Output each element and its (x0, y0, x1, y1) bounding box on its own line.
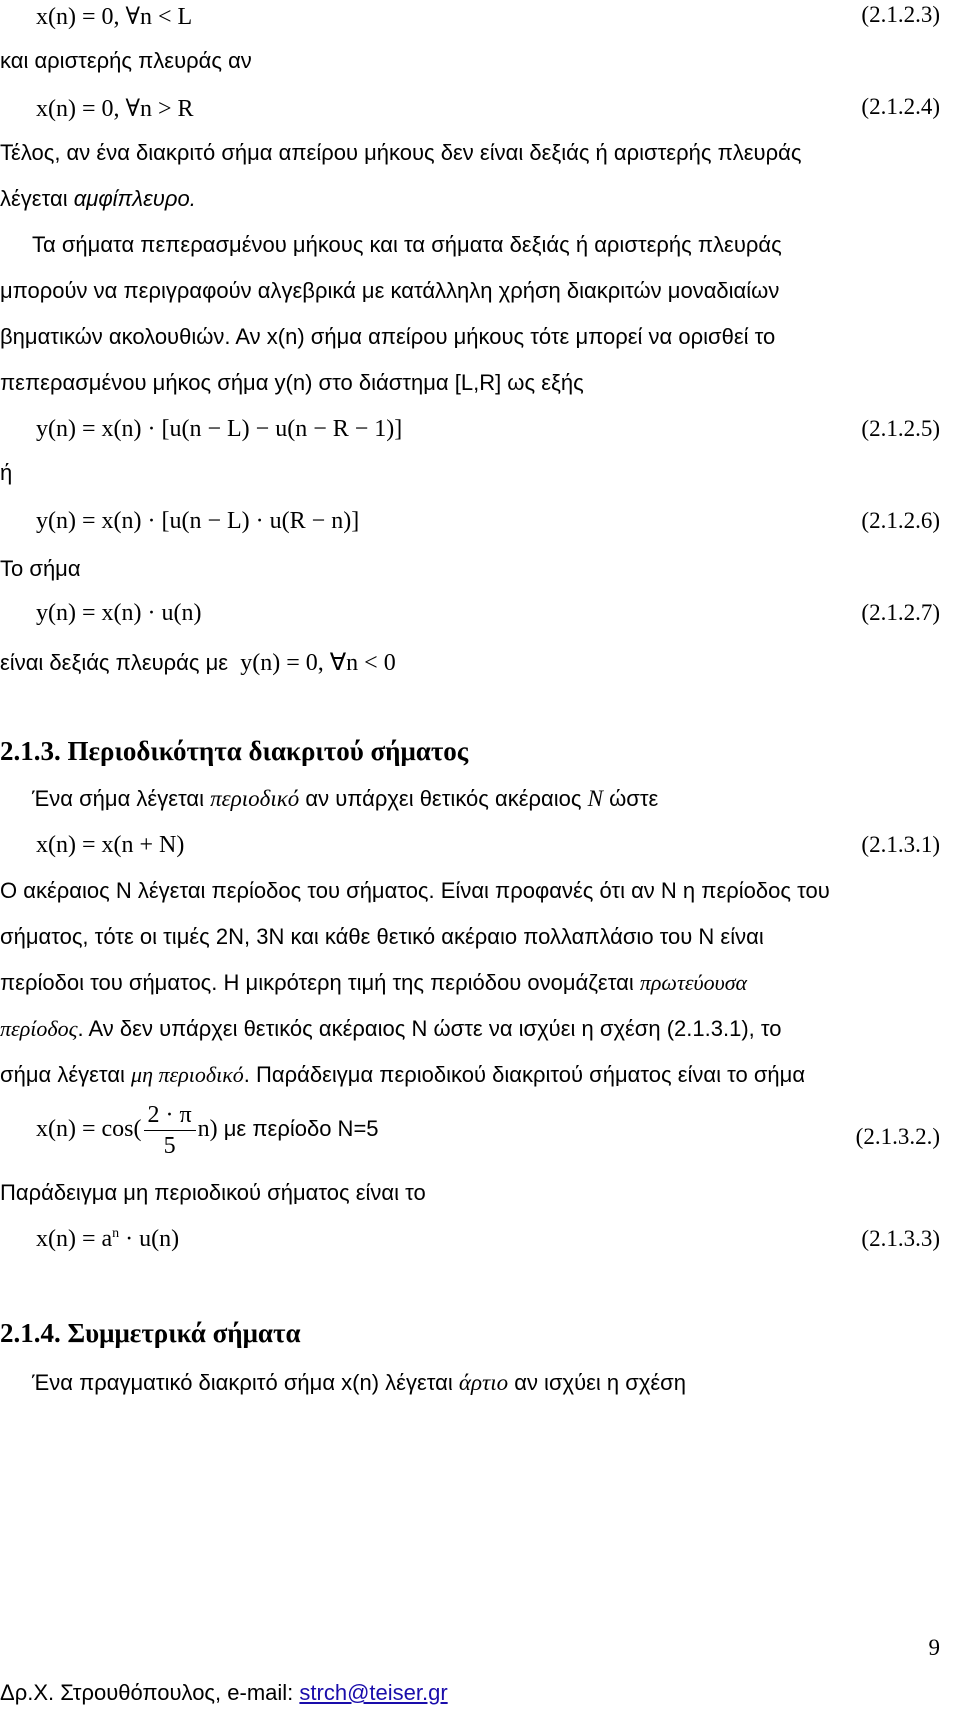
emphasis-term: άρτιο (458, 1370, 509, 1395)
text-line: βηματικών ακολουθιών. Αν x(n) σήμα απείρου μήκους τότε μπορεί να ορισθεί το (0, 324, 776, 349)
equation-2-1-2-6: y(n) = x(n) · [u(n − L) · u(R − n)] (36, 508, 360, 534)
equation-number: (2.1.2.7) (861, 600, 940, 625)
text-line: Ο ακέραιος N λέγεται περίοδος του σήματος. Είναι προφανές ότι αν N η περίοδος του (0, 878, 830, 903)
variable: N (587, 786, 603, 811)
text-run: . Παράδειγμα περιοδικού διακριτού σήματος είναι το σήμα (243, 1062, 806, 1087)
text-run: είναι δεξιάς πλευράς με (0, 650, 229, 675)
equation-number: (2.1.2.3) (861, 2, 940, 27)
emphasis-term: πρωτεύουσα (639, 970, 748, 995)
fraction (144, 1100, 196, 1161)
text-line (32, 1370, 686, 1396)
equation-part: n) (197, 1116, 218, 1143)
text-run: . Αν δεν υπάρχει θετικός ακέραιος N ώστε να ισχύει η σχέση (2.1.3.1), το (77, 1016, 782, 1041)
page-footer (0, 1680, 448, 1706)
equation-2-1-3-3 (36, 1226, 179, 1253)
emphasis-term: αμφίπλευρο. (73, 186, 196, 211)
equation-number: (2.1.2.5) (861, 416, 940, 441)
text-line (0, 970, 747, 996)
emphasis-term: μη περιοδικό (131, 1062, 244, 1087)
text-run: Ένα πραγματικό διακριτό σήμα x(n) λέγεται (32, 1370, 459, 1395)
section-heading: 2.1.4. Συμμετρικά σήματα (0, 1318, 301, 1348)
text-run: αν υπάρχει θετικός ακέραιος (299, 786, 588, 811)
text-line: Παράδειγμα μη περιοδικού σήματος είναι το (0, 1180, 426, 1205)
fraction-denominator: 5 (163, 1133, 176, 1159)
text-line (0, 1062, 805, 1088)
equation-number: (2.1.3.3) (861, 1226, 940, 1251)
text-run: Ένα σήμα λέγεται (32, 786, 211, 811)
emphasis-term: περίοδος (0, 1016, 78, 1041)
equation-text: με περίοδο N=5 (217, 1116, 379, 1142)
section-heading: 2.1.3. Περιοδικότητα διακριτού σήματος (0, 736, 469, 766)
text-line (0, 186, 196, 212)
text-run: λέγεται (0, 186, 74, 211)
equation-2-1-2-7: y(n) = x(n) · u(n) (36, 600, 202, 626)
text-line: Τα σήματα πεπερασμένου μήκους και τα σήματα δεξιάς ή αριστερής πλευράς (32, 232, 782, 257)
equation-2-1-2-3: x(n) = 0, ∀n < L (36, 4, 193, 30)
text-line (0, 648, 396, 677)
text-line (32, 786, 658, 812)
page-number: 9 (928, 1635, 940, 1660)
email-link[interactable]: strch@teiser.gr (299, 1680, 448, 1705)
text-line: πεπερασμένου μήκος σήμα y(n) στο διάστημα [L,R] ως εξής (0, 370, 584, 395)
equation-number: (2.1.3.1) (861, 832, 940, 857)
inline-equation: y(n) = 0, ∀n < 0 (240, 650, 396, 676)
text-run: αν ισχύει η σχέση (508, 1370, 686, 1395)
footer-author: Δρ.Χ. Στρουθόπουλος, e-mail: (0, 1680, 300, 1705)
text-run: ώστε (602, 786, 659, 811)
text-line (0, 1016, 782, 1042)
equation-number: (2.1.2.4) (861, 94, 940, 119)
text-run: περίοδοι του σήματος. Η μικρότερη τιμή της περιόδου ονομάζεται (0, 970, 640, 995)
equation-2-1-2-5: y(n) = x(n) · [u(n − L) − u(n − R − 1)] (36, 416, 403, 442)
superscript: n (112, 1226, 120, 1241)
text-run: σήμα λέγεται (0, 1062, 132, 1087)
equation-part: x(n) = cos( (36, 1116, 142, 1143)
equation-2-1-3-2 (36, 1100, 379, 1161)
emphasis-term: περιοδικό (210, 786, 300, 811)
equation-number: (2.1.2.6) (861, 508, 940, 533)
text-line: Τέλος, αν ένα διακριτό σήμα απείρου μήκους δεν είναι δεξιάς ή αριστερής πλευράς (0, 140, 802, 165)
fraction-numerator: 2 · π (144, 1100, 196, 1131)
text-line: Το σήμα (0, 556, 81, 581)
equation-2-1-3-1: x(n) = x(n + N) (36, 832, 185, 858)
equation-2-1-2-4: x(n) = 0, ∀n > R (36, 96, 194, 122)
text-line: μπορούν να περιγραφούν αλγεβρικά με κατάλληλη χρήση διακριτών μοναδιαίων (0, 278, 780, 303)
text-line: ή (0, 460, 13, 485)
equation-number: (2.1.3.2.) (855, 1124, 940, 1149)
equation-part: · u(n) (119, 1226, 180, 1252)
equation-part: x(n) = a (36, 1226, 113, 1252)
text-line: και αριστερής πλευράς αν (0, 48, 252, 73)
text-line: σήματος, τότε οι τιμές 2N, 3N και κάθε θετικό ακέραιο πολλαπλάσιο του N είναι (0, 924, 764, 949)
